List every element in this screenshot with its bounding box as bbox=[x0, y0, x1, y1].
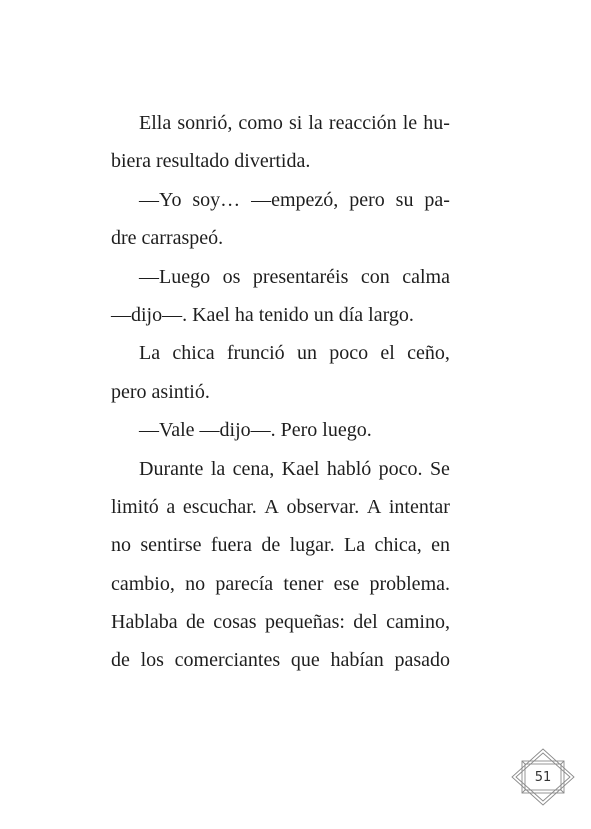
text-line: pero asintió. bbox=[111, 380, 210, 403]
text-line: —Yo soy… —empezó, pero su pa- bbox=[139, 188, 450, 211]
text-line: Durante la cena, Kael habló poco. Se bbox=[139, 457, 450, 480]
page-body-text bbox=[111, 104, 450, 680]
text-line: La chica frunció un poco el ceño, bbox=[139, 342, 450, 365]
text-line: de los comerciantes que habían pasado bbox=[111, 649, 450, 672]
text-line: Hablaba de cosas pequeñas: del camino, bbox=[111, 611, 450, 634]
text-line: Ella sonrió, como si la reacción le hu- bbox=[139, 112, 450, 134]
text-line: —Luego os presentaréis con calma bbox=[139, 265, 450, 288]
text-line: biera resultado divertida. bbox=[111, 150, 311, 173]
text-line: cambio, no parecía tener ese problema. bbox=[111, 572, 450, 595]
text-line: dre carraspeó. bbox=[111, 227, 224, 250]
text-line: no sentirse fuera de lugar. La chica, en bbox=[111, 534, 450, 557]
text-line: —Vale —dijo—. Pero luego. bbox=[139, 419, 372, 442]
page-number-ornament bbox=[510, 748, 576, 806]
text-line: —dijo—. Kael ha tenido un día largo. bbox=[111, 303, 414, 326]
text-line: limitó a escuchar. A observar. A intentar bbox=[111, 495, 450, 518]
page-number: 51 bbox=[534, 769, 552, 785]
